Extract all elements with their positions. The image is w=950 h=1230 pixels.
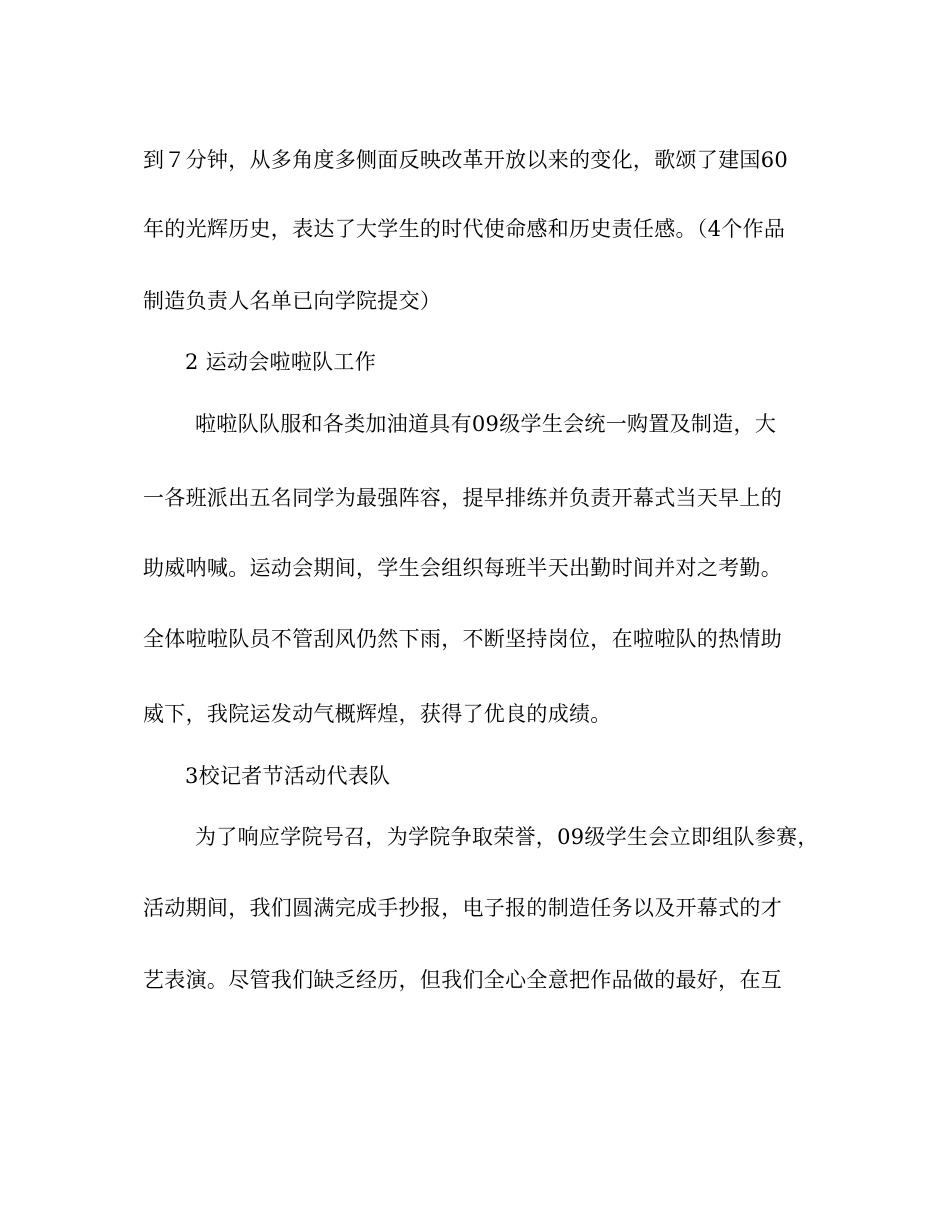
paragraph-line: 活动期间，我们圆满完成手抄报，电子报的制造任务以及开幕式的才 <box>143 896 782 920</box>
paragraph-line: 到７分钟，从多角度多侧面反映改革开放以来的变化，歌颂了建国60 <box>143 148 789 172</box>
section-heading: 3校记者节活动代表队 <box>185 764 391 788</box>
section-heading: 2 运动会啦啦队工作 <box>185 350 377 374</box>
paragraph-line: 啦啦队队服和各类加油道具有09级学生会统一购置及制造，大 <box>195 412 777 436</box>
paragraph-line: 一各班派出五名同学为最强阵容，提早排练并负责开幕式当天早上的 <box>143 486 782 510</box>
paragraph-line: 助威呐喊。运动会期间，学生会组织每班半天出勤时间并对之考勤。 <box>143 556 782 580</box>
paragraph-line: 制造负责人名单已向学院提交） <box>143 289 442 313</box>
paragraph-line: 威下，我院运发动气概辉煌，获得了优良的成绩。 <box>143 702 612 726</box>
paragraph-line: 艺表演。尽管我们缺乏经历，但我们全心全意把作品做的最好，在互 <box>143 968 782 992</box>
paragraph-line: 全体啦啦队员不管刮风仍然下雨，不断坚持岗位，在啦啦队的热情助 <box>143 627 782 651</box>
paragraph-line: 年的光辉历史，表达了大学生的时代使命感和历史责任感。（4个作品 <box>143 217 786 241</box>
paragraph-line: 为了响应学院号召，为学院争取荣誉，09级学生会立即组队参赛， <box>195 825 819 849</box>
